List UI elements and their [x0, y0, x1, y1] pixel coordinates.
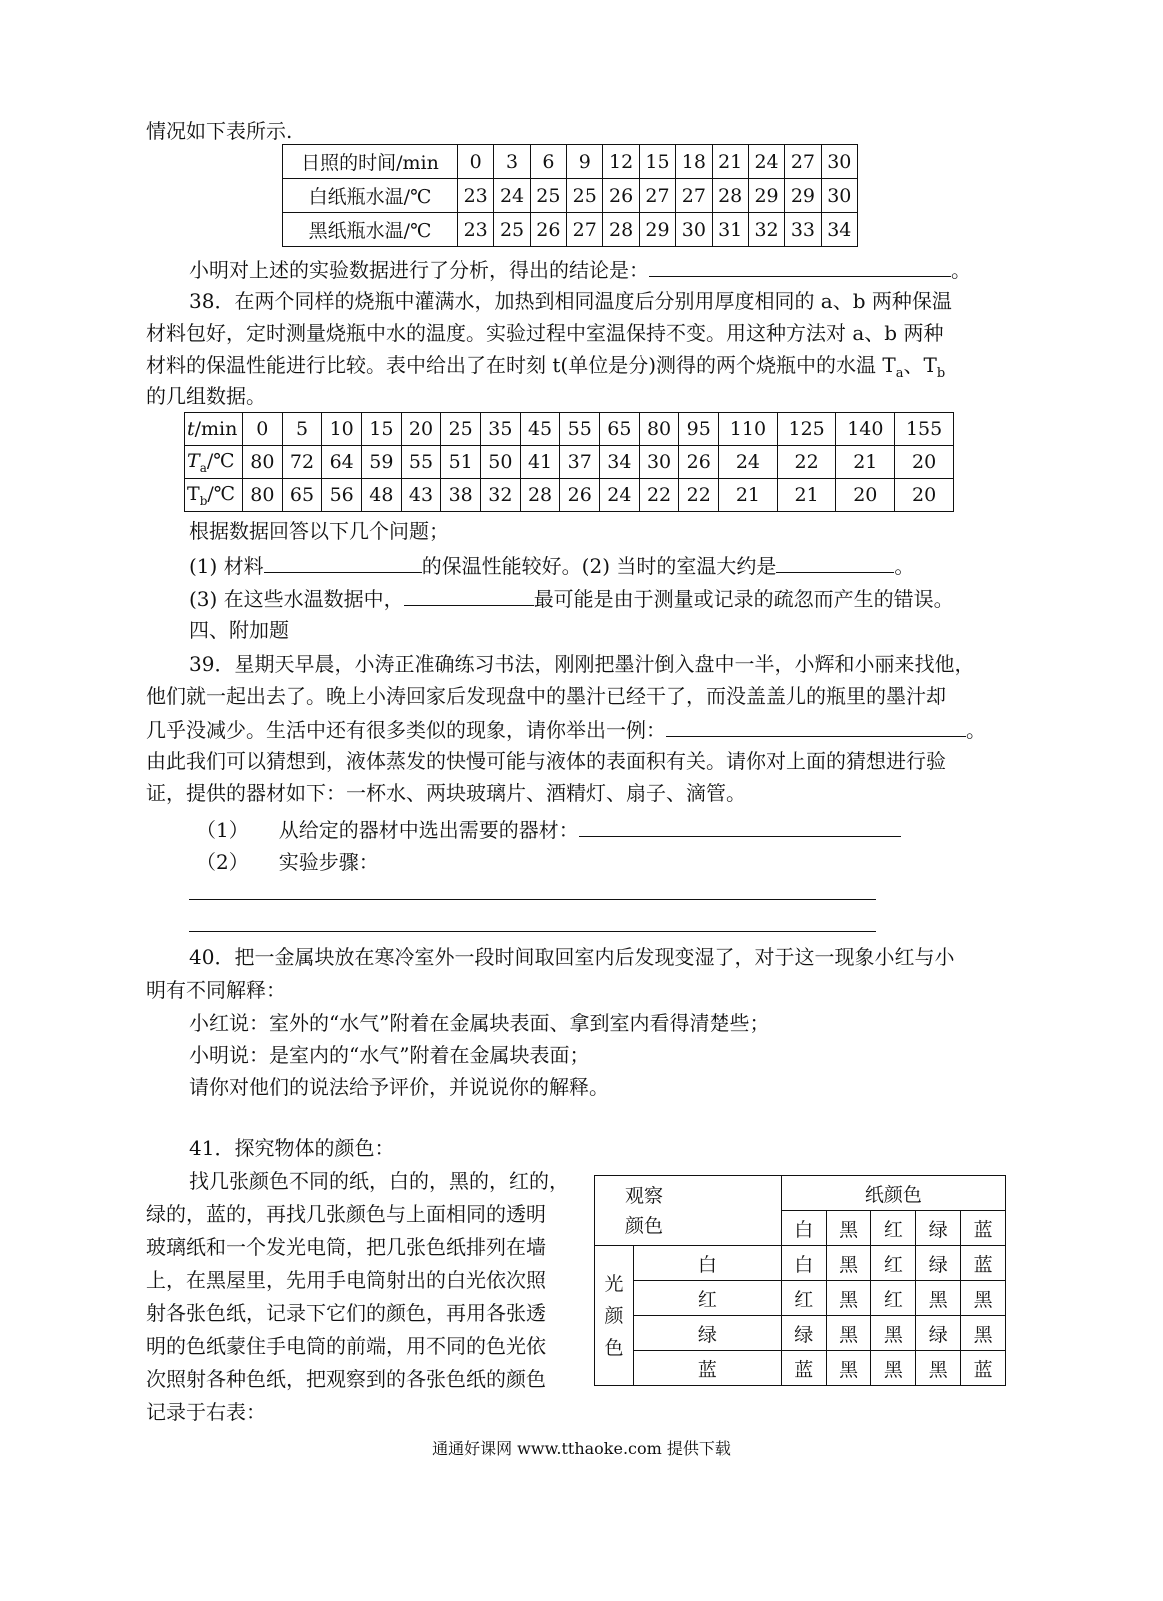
- table-cell: 29: [639, 213, 675, 247]
- q38-intro: 根据数据回答以下几个问题；: [189, 519, 449, 543]
- table-cell: 黑: [826, 1351, 871, 1386]
- q41-line: 玻璃纸和一个发光电筒，把几张色纸排列在墙: [146, 1235, 546, 1259]
- table-cell: 56: [322, 479, 362, 512]
- table-cell: 9: [567, 145, 603, 179]
- table-cell: 绿: [916, 1316, 961, 1351]
- table-cell: 15: [362, 413, 402, 446]
- table-cell: 30: [639, 446, 679, 479]
- answer-blank[interactable]: [666, 714, 966, 737]
- q39-line-3: 几乎没减少。生活中还有很多类似的现象，请你举出一例： 。: [146, 714, 986, 745]
- table-cell: 24: [600, 479, 640, 512]
- answer-blank[interactable]: [264, 550, 422, 573]
- table-cell: 37: [560, 446, 600, 479]
- table-cell: 59: [362, 446, 402, 479]
- row-header: 白纸瓶水温/℃: [283, 179, 458, 213]
- table-cell: 32: [748, 213, 784, 247]
- water-temperature-table: [184, 412, 954, 512]
- q39-line-4: 由此我们可以猜想到，液体蒸发的快慢可能与液体的表面积有关。请你对上面的猜想进行验: [146, 749, 946, 773]
- table-cell: 21: [836, 446, 895, 479]
- q41-line: 明的色纸蒙住手电筒的前端，用不同的色光依: [146, 1334, 546, 1358]
- table-cell: 27: [639, 179, 675, 213]
- table-cell: 蓝: [961, 1246, 1006, 1281]
- table-cell: 15: [639, 145, 675, 179]
- table-cell: 110: [719, 413, 778, 446]
- q39-sub-1: （1） 从给定的器材中选出需要的器材：: [196, 814, 901, 845]
- table-cell: 20: [895, 479, 954, 512]
- row-header: 白: [634, 1246, 782, 1281]
- q41-title: 41．探究物体的颜色：: [189, 1136, 395, 1160]
- q38-line-4: 的几组数据。: [146, 384, 266, 408]
- table-row: [595, 1281, 1006, 1316]
- table-cell: 蓝: [781, 1351, 826, 1386]
- color-observation-table: [594, 1175, 1006, 1386]
- table-cell: 34: [821, 213, 857, 247]
- table-cell: 红: [871, 1281, 916, 1316]
- table-cell: 22: [679, 479, 719, 512]
- q38-question-1-2: (1) 材料 的保温性能较好。(2) 当时的室温大约是 。: [189, 550, 914, 581]
- table-cell: 65: [282, 479, 322, 512]
- table-cell: 白: [781, 1246, 826, 1281]
- table-row: [595, 1176, 1006, 1211]
- table-cell: 黑: [826, 1246, 871, 1281]
- q39-line-1: 39．星期天早晨，小涛正准确练习书法，刚刚把墨汁倒入盘中一半，小辉和小丽来找他，: [189, 652, 975, 676]
- table-cell: 22: [777, 446, 836, 479]
- table-cell: 27: [567, 213, 603, 247]
- table-cell: 20: [895, 446, 954, 479]
- table-cell: 黑: [916, 1351, 961, 1386]
- row-header: 日照的时间/min: [283, 145, 458, 179]
- table-cell: 18: [676, 145, 712, 179]
- table-cell: 28: [603, 213, 639, 247]
- table-cell: 30: [676, 213, 712, 247]
- table-cell: 21: [777, 479, 836, 512]
- answer-blank[interactable]: [649, 254, 951, 277]
- table-cell: 28: [712, 179, 748, 213]
- paper-color-header: 纸颜色: [781, 1176, 1005, 1211]
- table-cell: 26: [603, 179, 639, 213]
- table-cell: 黑: [826, 1316, 871, 1351]
- table-cell: 30: [821, 179, 857, 213]
- q38-line-3: 材料的保温性能进行比较。表中给出了在时刻 t(单位是分)测得的两个烧瓶中的水温 $T_a$、$T_b$: [146, 353, 946, 381]
- footer: 通通好课网 www.tthaoke.com 提供下载: [432, 1439, 731, 1458]
- table-cell: 27: [785, 145, 821, 179]
- table-cell: 64: [322, 446, 362, 479]
- q39-line-5: 证，提供的器材如下：一杯水、两块玻璃片、酒精灯、扇子、滴管。: [146, 781, 746, 805]
- table-cell: 45: [520, 413, 560, 446]
- table-cell: 24: [719, 446, 778, 479]
- table-cell: 80: [243, 479, 283, 512]
- table-cell: 黑: [871, 1316, 916, 1351]
- answer-blank[interactable]: [776, 550, 894, 573]
- table-cell: 21: [712, 145, 748, 179]
- q37-conclusion: 小明对上述的实验数据进行了分析，得出的结论是： 。: [189, 254, 971, 285]
- row-header-ta: $T_a/℃$: [185, 446, 243, 479]
- q41-line: 次照射各种色纸，把观察到的各张色纸的颜色: [146, 1367, 546, 1391]
- table-cell: 红: [781, 1281, 826, 1316]
- table-cell: 蓝: [961, 1351, 1006, 1386]
- table-cell: 50: [481, 446, 521, 479]
- q39-sub-2: （2） 实验步骤：: [196, 850, 379, 874]
- table-row: [283, 179, 858, 213]
- q38-line-1: 38．在两个同样的烧瓶中灌满水，加热到相同温度后分别用厚度相同的 a、b 两种保温: [189, 289, 952, 313]
- table-cell: 25: [567, 179, 603, 213]
- q41-line: 找几张颜色不同的纸，白的，黑的，红的，: [189, 1169, 569, 1193]
- table-cell: 28: [520, 479, 560, 512]
- table-cell: 80: [243, 446, 283, 479]
- table-cell: 红: [871, 1246, 916, 1281]
- table-cell: 26: [679, 446, 719, 479]
- row-header: 红: [634, 1281, 782, 1316]
- q41-line: 记录于右表：: [146, 1400, 266, 1424]
- table-cell: 55: [401, 446, 441, 479]
- q40-line-4: 小明说：是室内的“水气”附着在金属块表面；: [189, 1043, 590, 1067]
- light-color-header: 光 颜 色: [595, 1246, 634, 1386]
- table-cell: 65: [600, 413, 640, 446]
- row-header-tb: $T_b/℃$: [185, 479, 243, 512]
- table-cell: 30: [821, 145, 857, 179]
- table-row: [283, 145, 858, 179]
- table-cell: 黑: [961, 1316, 1006, 1351]
- table-cell: 72: [282, 446, 322, 479]
- column-header: 黑: [826, 1211, 871, 1246]
- row-header: 黑纸瓶水温/℃: [283, 213, 458, 247]
- answer-blank[interactable]: [579, 814, 901, 837]
- table-cell: 26: [530, 213, 566, 247]
- table-cell: 27: [676, 179, 712, 213]
- q40-line-2: 明有不同解释：: [146, 978, 286, 1002]
- table-cell: 25: [494, 213, 530, 247]
- table-row: [595, 1316, 1006, 1351]
- section-heading: 四、附加题: [189, 618, 289, 642]
- q40-line-3: 小红说：室外的“水气”附着在金属块表面、拿到室内看得清楚些；: [189, 1011, 770, 1035]
- table-cell: 绿: [916, 1246, 961, 1281]
- table-cell: 29: [785, 179, 821, 213]
- table-cell: 51: [441, 446, 481, 479]
- table-cell: 3: [494, 145, 530, 179]
- table-cell: 6: [530, 145, 566, 179]
- table-cell: 黑: [916, 1281, 961, 1316]
- q39-line-2: 他们就一起出去了。晚上小涛回家后发现盘中的墨汁已经干了，而没盖盖儿的瓶里的墨汁却: [146, 684, 946, 708]
- table-cell: 26: [560, 479, 600, 512]
- table-row: [595, 1246, 1006, 1281]
- q38-question-3: (3) 在这些水温数据中， 最可能是由于测量或记录的疏忽而产生的错误。: [189, 583, 954, 614]
- q41-line: 射各张色纸，记录下它们的颜色，再用各张透: [146, 1301, 546, 1325]
- table-cell: 5: [282, 413, 322, 446]
- intro-line: 情况如下表所示.: [146, 119, 293, 143]
- table-cell: 12: [603, 145, 639, 179]
- column-header: 白: [781, 1211, 826, 1246]
- table-cell: 绿: [781, 1316, 826, 1351]
- table-cell: 155: [895, 413, 954, 446]
- table-cell: 10: [322, 413, 362, 446]
- table-cell: 55: [560, 413, 600, 446]
- table-cell: 0: [458, 145, 494, 179]
- row-header-t: t/min: [185, 413, 243, 446]
- table-cell: 95: [679, 413, 719, 446]
- answer-line[interactable]: [189, 899, 876, 900]
- table-cell: 140: [836, 413, 895, 446]
- column-header: 蓝: [961, 1211, 1006, 1246]
- table-cell: 32: [481, 479, 521, 512]
- table-cell: 黑: [826, 1281, 871, 1316]
- table-cell: 24: [748, 145, 784, 179]
- q41-line: 上，在黑屋里，先用手电筒射出的白光依次照: [146, 1268, 546, 1292]
- q41-line: 绿的，蓝的，再找几张颜色与上面相同的透明: [146, 1202, 546, 1226]
- column-header: 红: [871, 1211, 916, 1246]
- table-cell: 20: [401, 413, 441, 446]
- table-cell: 25: [530, 179, 566, 213]
- table-cell: 34: [600, 446, 640, 479]
- table-cell: 125: [777, 413, 836, 446]
- table-cell: 21: [719, 479, 778, 512]
- table-cell: 80: [639, 413, 679, 446]
- table-cell: 41: [520, 446, 560, 479]
- row-header: 蓝: [634, 1351, 782, 1386]
- answer-blank[interactable]: [404, 583, 534, 606]
- table-cell: 48: [362, 479, 402, 512]
- q40-line-1: 40．把一金属块放在寒冷室外一段时间取回室内后发现变湿了，对于这一现象小红与小: [189, 945, 955, 969]
- table-cell: 29: [748, 179, 784, 213]
- table-row: [185, 413, 954, 446]
- table-row: [283, 213, 858, 247]
- table-cell: 24: [494, 179, 530, 213]
- table-cell: 23: [458, 179, 494, 213]
- table-cell: 43: [401, 479, 441, 512]
- q40-line-5: 请你对他们的说法给予评价，并说说你的解释。: [189, 1075, 609, 1099]
- q38-line-2: 材料包好，定时测量烧瓶中水的温度。实验过程中室温保持不变。用这种方法对 a、b 两种: [146, 321, 944, 345]
- table-cell: 黑: [871, 1351, 916, 1386]
- corner-cell: 观察 颜色: [595, 1176, 782, 1246]
- table-cell: 23: [458, 213, 494, 247]
- table-row: [185, 446, 954, 479]
- table-cell: 22: [639, 479, 679, 512]
- table-cell: 31: [712, 213, 748, 247]
- column-header: 绿: [916, 1211, 961, 1246]
- row-header: 绿: [634, 1316, 782, 1351]
- table-cell: 35: [481, 413, 521, 446]
- answer-line[interactable]: [189, 931, 876, 932]
- table-row: [595, 1351, 1006, 1386]
- table-cell: 33: [785, 213, 821, 247]
- table-cell: 20: [836, 479, 895, 512]
- table-cell: 38: [441, 479, 481, 512]
- table-row: [185, 479, 954, 512]
- table-cell: 25: [441, 413, 481, 446]
- sunlight-temperature-table: [282, 144, 858, 247]
- table-cell: 0: [243, 413, 283, 446]
- table-cell: 黑: [961, 1281, 1006, 1316]
